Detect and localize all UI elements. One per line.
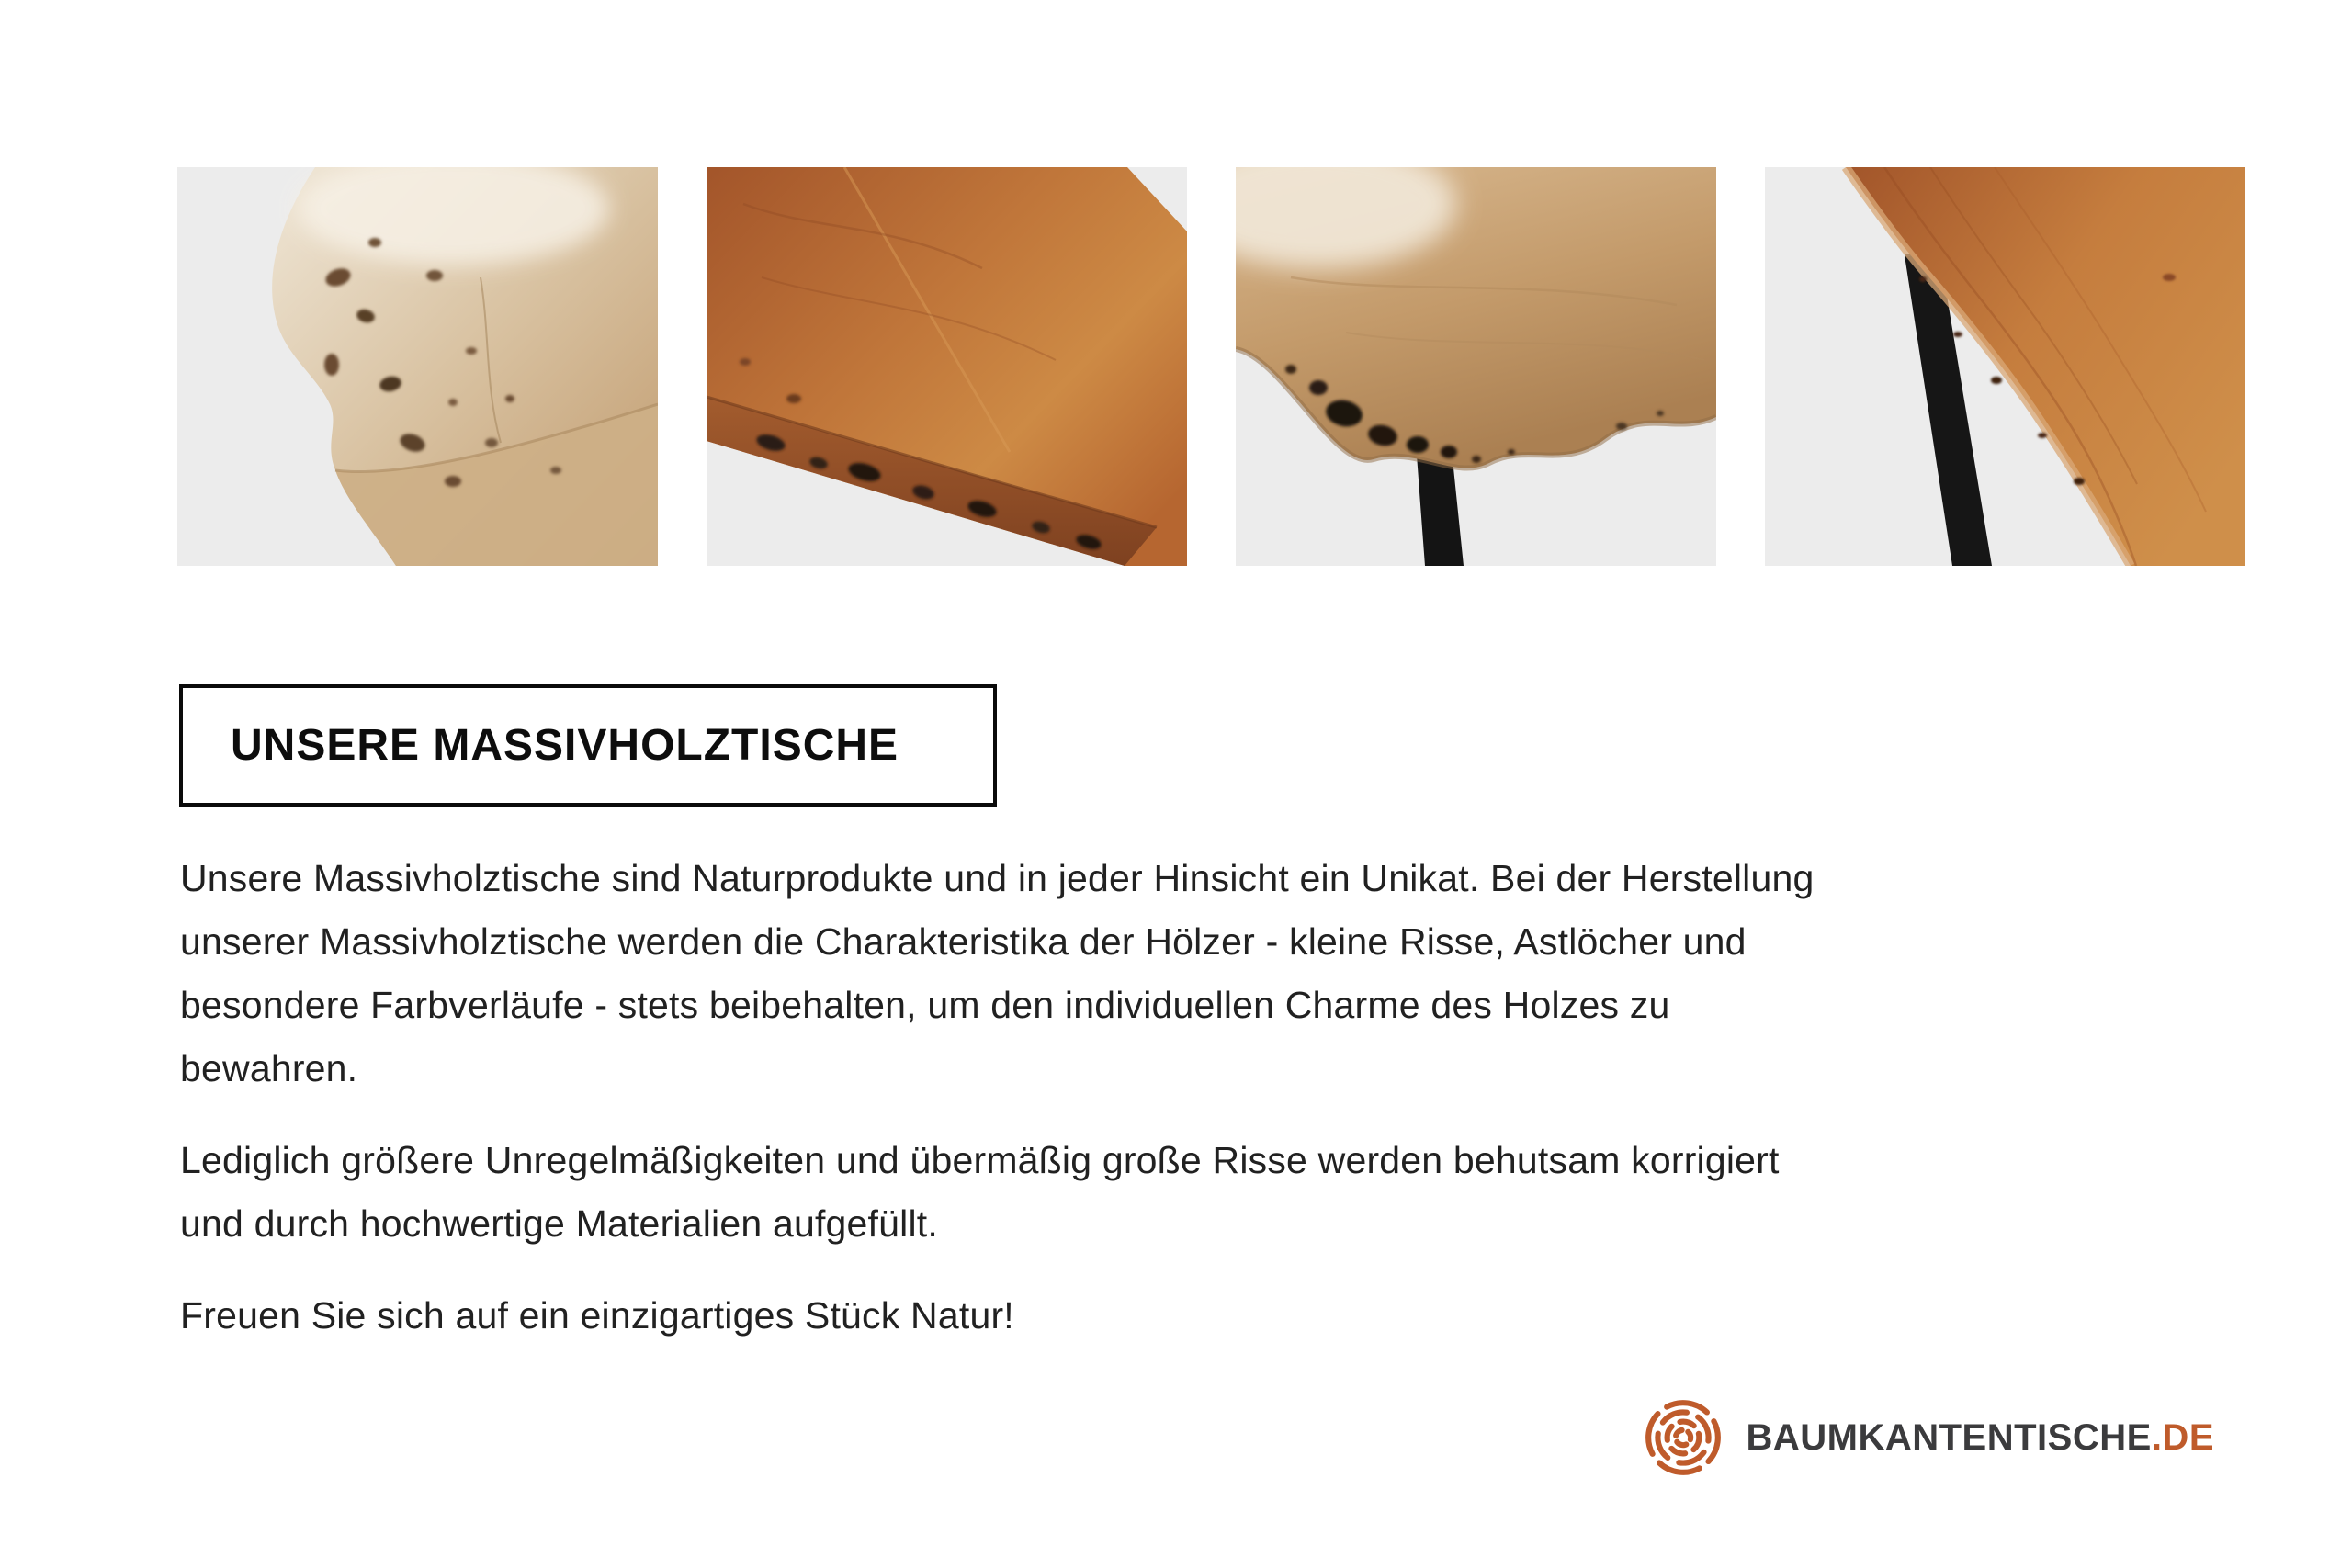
text-line: unserer Massivholztische werden die Charakteristika der Hölzer - kleine Risse, Astlöcher und bbox=[180, 920, 1747, 963]
photo-4-illustration bbox=[1765, 167, 2245, 566]
brand-tld: .DE bbox=[2151, 1416, 2214, 1458]
text-line: Freuen Sie sich auf ein einzigartiges Stück Natur! bbox=[180, 1294, 1014, 1337]
text-line: besondere Farbverläufe - stets beibehalten, um den individuellen Charme des Holzes zu bbox=[180, 984, 1670, 1026]
brand-wordmark bbox=[1746, 1417, 2214, 1459]
wood-rings-icon bbox=[1641, 1395, 1725, 1480]
photo-live-edge-pale-slab bbox=[177, 167, 658, 566]
photo-strip bbox=[177, 167, 2245, 566]
photo-live-edge-orange-slab bbox=[707, 167, 1187, 566]
photo-1-illustration bbox=[177, 167, 658, 566]
photo-3-illustration bbox=[1236, 167, 1716, 566]
photo-live-edge-black-leg bbox=[1236, 167, 1716, 566]
brand-logo[interactable] bbox=[1641, 1395, 2214, 1480]
paragraph-3 bbox=[180, 1284, 2220, 1348]
page-title: UNSERE MASSIVHOLZTISCHE bbox=[231, 721, 899, 770]
description-text bbox=[180, 847, 2220, 1376]
text-line: bewahren. bbox=[180, 1047, 358, 1089]
photo-live-edge-angled-leg bbox=[1765, 167, 2245, 566]
section-heading-box bbox=[179, 684, 997, 807]
paragraph-2 bbox=[180, 1129, 2220, 1256]
brand-name: BAUMKANTENTISCHE bbox=[1746, 1416, 2152, 1458]
photo-2-illustration bbox=[707, 167, 1187, 566]
text-line: Unsere Massivholztische sind Naturprodukte und in jeder Hinsicht ein Unikat. Bei der Herstellung bbox=[180, 857, 1815, 899]
text-line: und durch hochwertige Materialien aufgefüllt. bbox=[180, 1202, 938, 1245]
text-line: Lediglich größere Unregelmäßigkeiten und übermäßig große Risse werden behutsam korrigiert bbox=[180, 1139, 1780, 1181]
paragraph-1 bbox=[180, 847, 2220, 1100]
